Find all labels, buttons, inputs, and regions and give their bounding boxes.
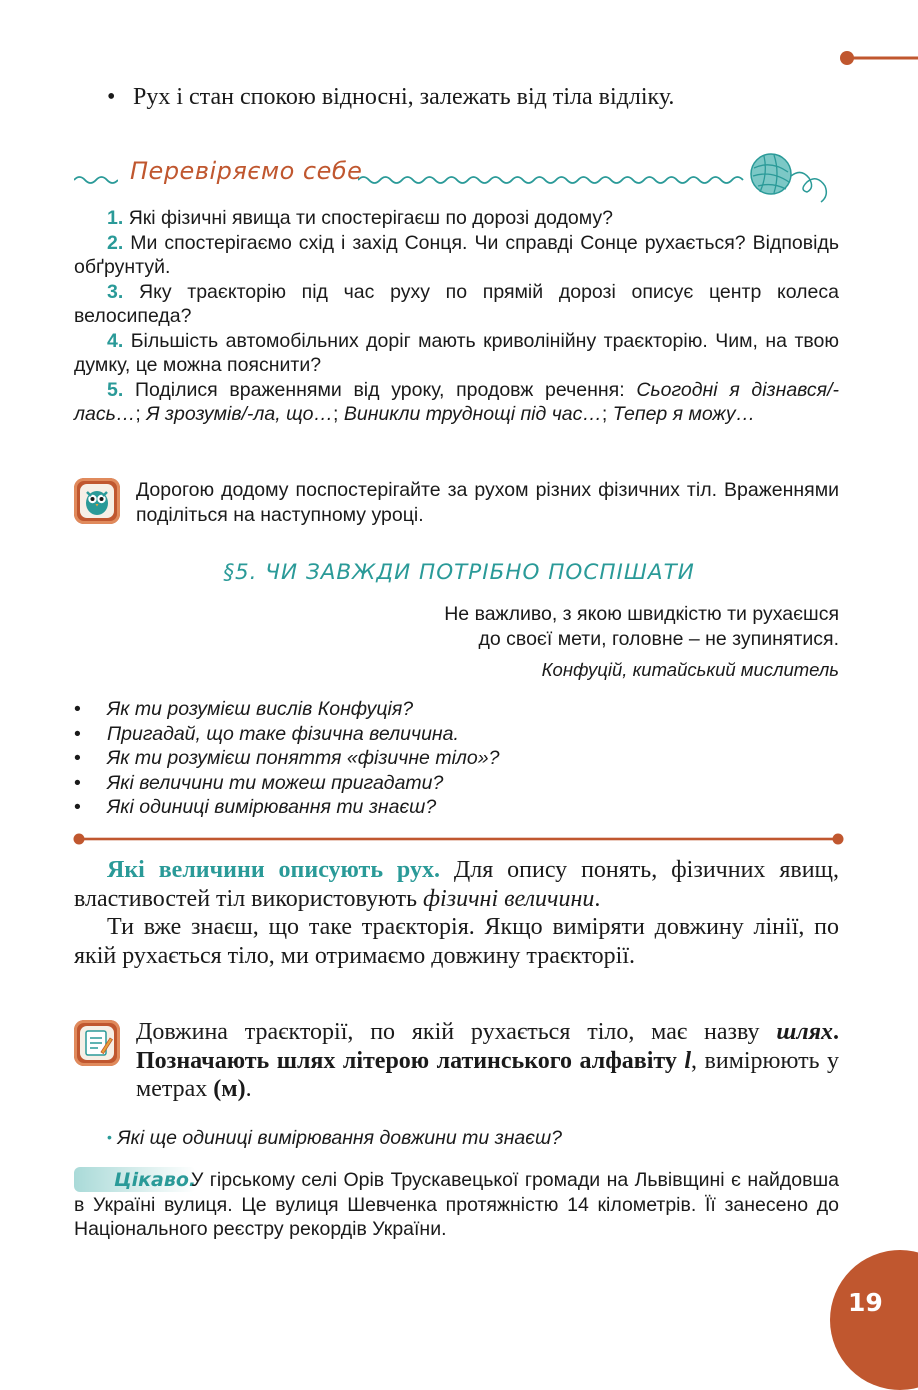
body-text <box>74 856 839 970</box>
yarn-ball-icon <box>746 150 836 204</box>
epigraph-line-1: Не важливо, з якою швидкістю ти рухаєшся <box>444 603 839 625</box>
interesting-label: Цікаво. <box>114 1169 197 1191</box>
symbol-l: l <box>684 1047 692 1074</box>
top-bullet <box>107 83 833 112</box>
extra-question-text: Які ще одиниці вимірювання довжини ти знаєш? <box>117 1127 562 1149</box>
epigraph-author: Конфуцій, китайський мислитель <box>541 659 839 680</box>
question-4: 4. Більшість автомобільних доріг мають криволінійну траєкторію. Чим, на твою думку, це можна пояснити? <box>74 329 839 376</box>
owl-task-text: Дорогою додому поспостерігайте за рухом різних фізичних тіл. Враженнями поділіться на наступному уроці. <box>136 479 839 526</box>
interesting-text: У гірському селі Орів Трускавецької громади на Львівщині є найдовша в Україні вулиця. Це вулиця Шевченка протяжністю 14 кілометрів. Її занесено до Національного реєстру рекордів України. <box>74 1169 839 1240</box>
question-5: 5. Поділися враженнями від уроку, продовж речення: Сьогодні я дізнався/-лась…; Я зрозумів/-ла, що…; Виникли труднощі під час…; Тепер я можу… <box>74 378 840 425</box>
wavy-line-right <box>358 172 746 186</box>
notebook-icon <box>74 1020 120 1066</box>
section-title: §5. ЧИ ЗАВЖДИ ПОТРІБНО ПОСПІШАТИ <box>223 560 695 585</box>
top-bullet-text: Рух і стан спокою відносні, залежать від тіла відліку. <box>133 84 675 110</box>
extra-question: • Які ще одиниці вимірювання довжини ти знаєш? <box>107 1127 562 1149</box>
intro-question: • Пригадай, що таке фізична величина. <box>74 722 459 745</box>
owl-icon <box>74 478 120 524</box>
top-decor-line <box>838 50 918 66</box>
page-number: 19 <box>848 1288 883 1317</box>
definition-text: Довжина траєкторії, по якій рухається тіло, має назву шлях. Позначають шлях літерою латинського алфавіту l, вимірюють у метрах (м). <box>136 1019 839 1102</box>
epigraph-line-2: до своєї мети, головне – не зупинятися. <box>478 628 839 650</box>
intro-question: • Як ти розумієш поняття «фізичне тіло»? <box>74 747 500 769</box>
section-divider <box>72 832 846 846</box>
page-number-badge <box>830 1250 918 1390</box>
intro-question: • Які величини ти можеш пригадати? <box>74 771 444 794</box>
body-paragraph-1: Які величини описують рух. Для опису понять, фізичних явищ, властивостей тіл використовують фізичні величини. <box>74 857 840 912</box>
epigraph <box>444 602 839 682</box>
intro-question: • Які одиниці вимірювання ти знаєш? <box>74 796 437 818</box>
wavy-line-left <box>74 172 118 186</box>
interesting-block <box>74 1168 839 1242</box>
check-heading: Перевіряємо себе <box>130 157 363 185</box>
intro-questions <box>74 697 839 820</box>
bullet-dot: • <box>107 84 116 110</box>
question-1: 1. Які фізичні явища ти спостерігаєш по дорозі додому? <box>107 207 613 229</box>
intro-question: • Як ти розумієш вислів Конфуція? <box>74 698 414 720</box>
question-3: 3. Яку траєкторію під час руху по прямій дорозі описує центр колеса велосипеда? <box>74 280 839 327</box>
question-2: 2. Ми спостерігаємо схід і захід Сонця. Чи справді Сонце рухається? Відповідь обґрунтуй. <box>74 231 840 278</box>
term-path: шлях <box>776 1019 833 1045</box>
questions-list <box>74 206 839 427</box>
body-paragraph-2: Ти вже знаєш, що таке траєкторія. Якщо виміряти довжину лінії, по якій рухається тіло, ми отримаємо довжину траєкторії. <box>74 914 839 969</box>
